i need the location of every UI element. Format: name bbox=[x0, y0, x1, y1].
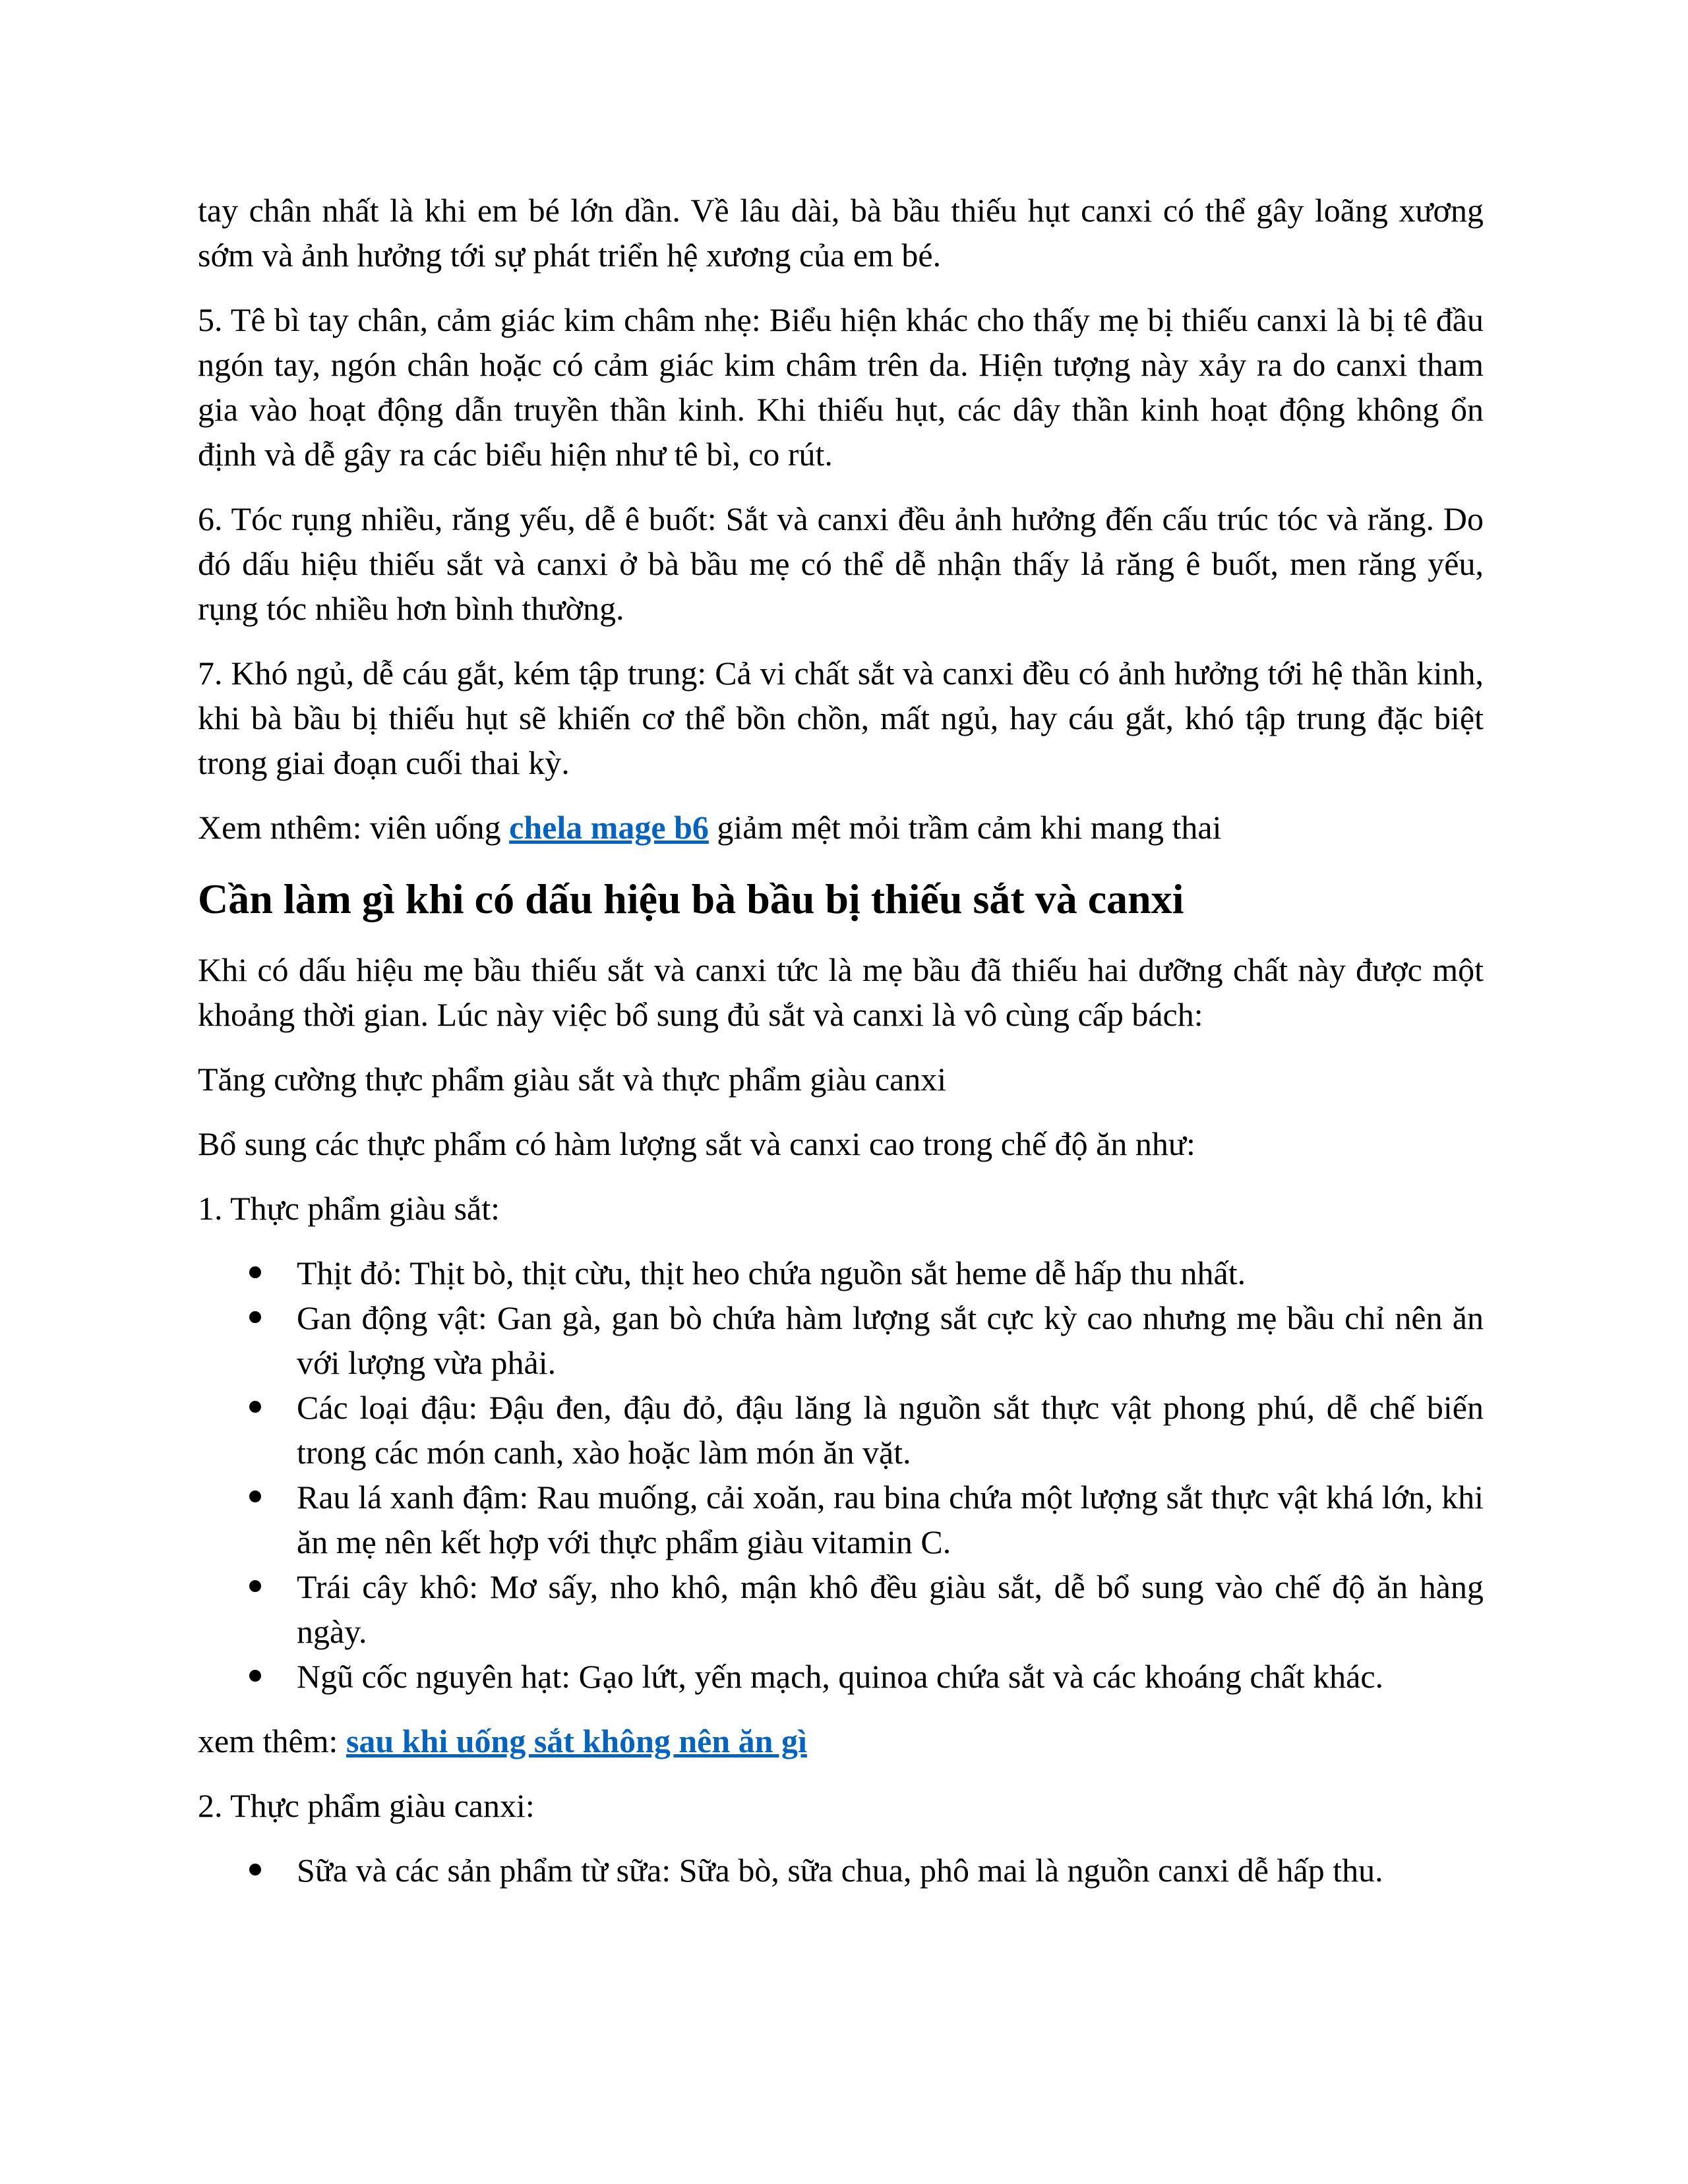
list-item-text: Các loại đậu: Đậu đen, đậu đỏ, đậu lăng là nguồn sắt thực vật phong phú, dễ chế biến trong các món canh, xào hoặc làm món ăn vặt. bbox=[297, 1389, 1484, 1471]
paragraph-numbness: 5. Tê bì tay chân, cảm giác kim châm nhẹ: Biểu hiện khác cho thấy mẹ bị thiếu canxi là bị tê đầu ngón tay, ngón chân hoặc có cảm giác kim châm trên da. Hiện tượng này xảy ra do canxi tham gia vào hoạt động dẫn truyền thần kinh. Khi thiếu hụt, các dây thần kinh hoạt động không ổn định và dễ gây ra các biểu hiện như tê bì, co rút. bbox=[198, 301, 1484, 473]
list-item bbox=[297, 1385, 1484, 1475]
iron-foods-list bbox=[198, 1251, 1484, 1699]
list-item-text: Sữa và các sản phẩm từ sữa: Sữa bò, sữa chua, phô mai là nguồn canxi dễ hấp thu. bbox=[297, 1852, 1383, 1889]
iron-diet-link[interactable]: sau khi uống sắt không nên ăn gì bbox=[346, 1723, 807, 1759]
bullet-icon bbox=[249, 1864, 261, 1875]
see-more-paragraph bbox=[198, 805, 1484, 850]
see-more-iron-paragraph bbox=[198, 1719, 1484, 1763]
list-item bbox=[297, 1654, 1484, 1699]
section-lead: Bổ sung các thực phẩm có hàm lượng sắt và canxi cao trong chế độ ăn như: bbox=[198, 1125, 1195, 1162]
list-item-text: Gan động vật: Gan gà, gan bò chứa hàm lượng sắt cực kỳ cao nhưng mẹ bầu chỉ nên ăn với lượng vừa phải. bbox=[297, 1299, 1484, 1381]
paragraph-sleep: 7. Khó ngủ, dễ cáu gắt, kém tập trung: Cả vi chất sắt và canxi đều có ảnh hưởng tới hệ thần kinh, khi bà bầu bị thiếu hụt sẽ khiến cơ thể bồn chồn, mất ngủ, hay cáu gắt, khó tập trung đặc biệt trong giai đoạn cuối thai kỳ. bbox=[198, 655, 1484, 781]
list-item bbox=[297, 1475, 1484, 1564]
calcium-foods-title: 2. Thực phẩm giàu canxi: bbox=[198, 1787, 535, 1824]
bullet-icon bbox=[249, 1490, 261, 1502]
list-item bbox=[297, 1564, 1484, 1654]
chela-mage-link[interactable]: chela mage b6 bbox=[509, 809, 709, 846]
list-item bbox=[297, 1295, 1484, 1385]
paragraph-hair-teeth: 6. Tóc rụng nhiều, răng yếu, dễ ê buốt: Sắt và canxi đều ảnh hưởng đến cấu trúc tóc và răng. Do đó dấu hiệu thiếu sắt và canxi ở bà bầu mẹ có thể dễ nhận thấy lả răng ê buốt, men răng yếu, rụng tóc nhiều hơn bình thường. bbox=[198, 500, 1484, 627]
list-item-text: Trái cây khô: Mơ sấy, nho khô, mận khô đều giàu sắt, dễ bổ sung vào chế độ ăn hàng ngày. bbox=[297, 1568, 1484, 1650]
paragraph-continuation: tay chân nhất là khi em bé lớn dần. Về lâu dài, bà bầu thiếu hụt canxi có thể gây loãng xương sớm và ảnh hưởng tới sự phát triển hệ xương của em bé. bbox=[198, 192, 1484, 274]
list-item bbox=[297, 1251, 1484, 1295]
section-heading: Cần làm gì khi có dấu hiệu bà bầu bị thiếu sắt và canxi bbox=[198, 875, 1184, 922]
section-intro: Khi có dấu hiệu mẹ bầu thiếu sắt và canxi tức là mẹ bầu đã thiếu hai dưỡng chất này được một khoảng thời gian. Lúc này việc bổ sung đủ sắt và canxi là vô cùng cấp bách: bbox=[198, 951, 1484, 1033]
bullet-icon bbox=[249, 1266, 261, 1278]
see-more-suffix: giảm mệt mỏi trầm cảm khi mang thai bbox=[708, 809, 1222, 846]
calcium-foods-list bbox=[198, 1848, 1484, 1893]
section-subheading: Tăng cường thực phẩm giàu sắt và thực phẩm giàu canxi bbox=[198, 1061, 947, 1098]
bullet-icon bbox=[249, 1580, 261, 1592]
list-item-text: Rau lá xanh đậm: Rau muống, cải xoăn, rau bina chứa một lượng sắt thực vật khá lớn, khi ăn mẹ nên kết hợp với thực phẩm giàu vitamin C. bbox=[297, 1479, 1484, 1560]
bullet-icon bbox=[249, 1670, 261, 1682]
document-page bbox=[198, 188, 1484, 1912]
iron-foods-title: 1. Thực phẩm giàu sắt: bbox=[198, 1190, 500, 1227]
list-item bbox=[297, 1848, 1484, 1893]
list-item-text: Thịt đỏ: Thịt bò, thịt cừu, thịt heo chứa nguồn sắt heme dễ hấp thu nhất. bbox=[297, 1254, 1246, 1291]
see-more-prefix: Xem nthêm: viên uống bbox=[198, 809, 510, 846]
bullet-icon bbox=[249, 1311, 261, 1323]
bullet-icon bbox=[249, 1401, 261, 1413]
list-item-text: Ngũ cốc nguyên hạt: Gạo lứt, yến mạch, quinoa chứa sắt và các khoáng chất khác. bbox=[297, 1658, 1384, 1695]
see-more-prefix: xem thêm: bbox=[198, 1723, 346, 1759]
